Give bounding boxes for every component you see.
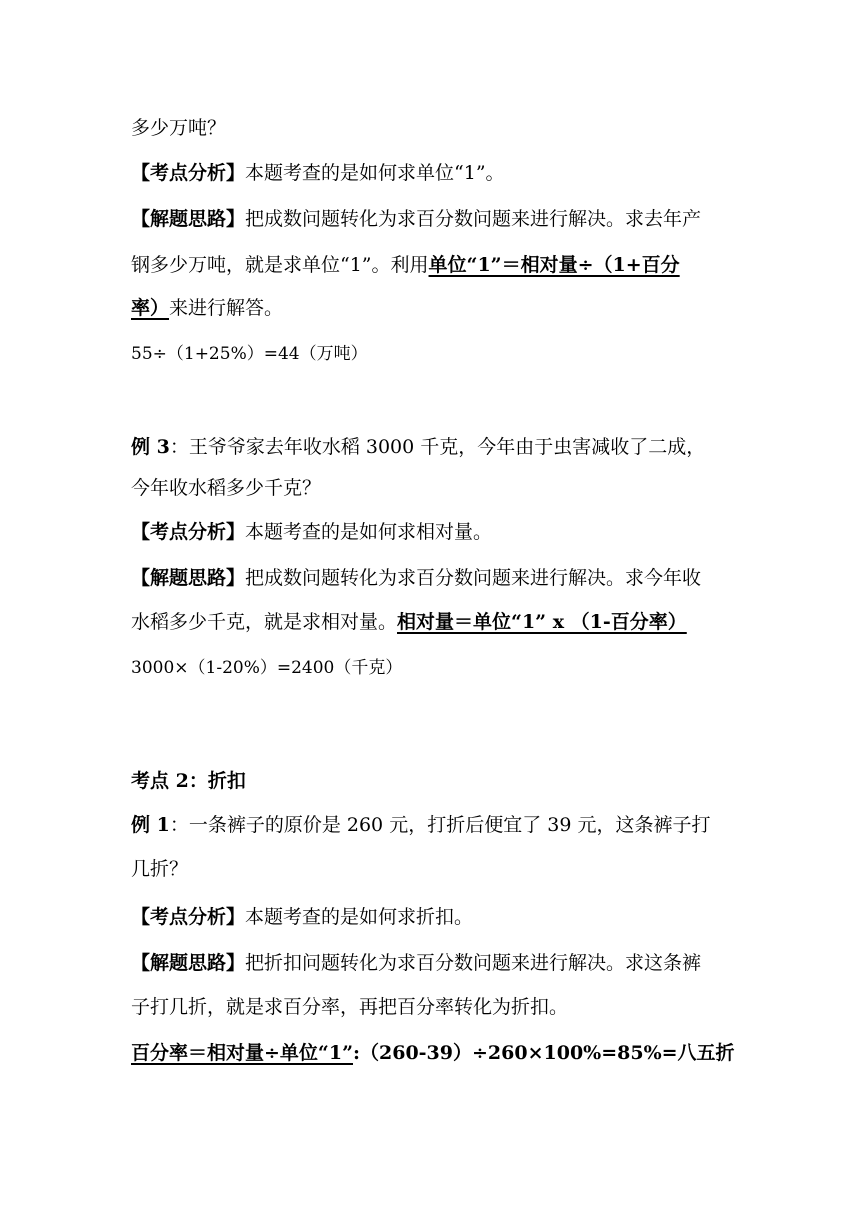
thinking-text: 子打几折，就是求百分率，再把百分率转化为折扣。 — [131, 996, 569, 1018]
paragraph-continuation — [131, 115, 226, 141]
thinking-paragraph-3-line-1 — [131, 950, 701, 976]
formula-text: 百分率＝相对量÷单位“1” — [131, 1042, 353, 1064]
formula-text: 单位“1”＝相对量÷（1+百分 — [428, 254, 680, 276]
analysis-paragraph-3 — [131, 904, 473, 930]
thinking-paragraph-3-line-2 — [131, 994, 568, 1020]
calculation-text: :（260-39）÷260×100%=85%=八五折 — [353, 1042, 735, 1064]
example-text: ：王爷爷家去年收水稻 3000 千克，今年由于虫害减收了二成， — [169, 436, 706, 458]
section-heading-text: 考点 2：折扣 — [131, 770, 246, 792]
example-label: 例 1 — [131, 814, 170, 836]
example-3-line-2 — [131, 475, 321, 501]
example-1-line-1 — [131, 812, 710, 838]
analysis-text: 本题考查的是如何求折扣。 — [245, 906, 474, 928]
thinking-text: 水稻多少千克，就是求相对量。 — [131, 611, 398, 633]
calculation-1 — [131, 341, 368, 367]
thinking-text: 把折扣问题转化为求百分数问题来进行解决。求这条裤 — [245, 952, 702, 974]
example-1-line-2 — [131, 856, 188, 882]
thinking-label: 【解题思路】 — [131, 567, 246, 589]
thinking-text: 把成数问题转化为求百分数问题来进行解决。求去年产 — [245, 208, 702, 230]
analysis-label: 【考点分析】 — [131, 906, 246, 928]
example-text: 今年收水稻多少千克？ — [131, 477, 322, 499]
thinking-text: 钢多少万吨，就是求单位“1”。利用 — [131, 254, 429, 276]
thinking-text: 把成数问题转化为求百分数问题来进行解决。求今年收 — [245, 567, 702, 589]
thinking-paragraph-1-line-3 — [131, 295, 283, 321]
formula-text: 相对量＝单位“1” x （1-百分率） — [397, 611, 687, 633]
calculation-text: 3000×（1-20%）=2400（千克） — [131, 658, 403, 678]
analysis-label: 【考点分析】 — [131, 521, 246, 543]
continuation-text: 多少万吨？ — [131, 117, 227, 139]
thinking-paragraph-2-line-2 — [131, 609, 687, 635]
section-heading — [131, 768, 246, 794]
analysis-paragraph-1 — [131, 160, 505, 186]
example-3-line-1 — [131, 434, 705, 460]
example-text: 几折？ — [131, 858, 189, 880]
analysis-label: 【考点分析】 — [131, 162, 246, 184]
thinking-paragraph-2-line-1 — [131, 565, 701, 591]
example-text: ：一条裤子的原价是 260 元，打折后便宜了 39 元，这条裤子打 — [169, 814, 711, 836]
thinking-label: 【解题思路】 — [131, 208, 246, 230]
example-label: 例 3 — [131, 436, 170, 458]
analysis-paragraph-2 — [131, 519, 492, 545]
thinking-paragraph-1-line-1 — [131, 206, 701, 232]
thinking-label: 【解题思路】 — [131, 952, 246, 974]
thinking-paragraph-1-line-2 — [131, 252, 680, 278]
calculation-2 — [131, 655, 402, 681]
analysis-text: 本题考查的是如何求相对量。 — [245, 521, 493, 543]
formula-text: 率） — [131, 297, 170, 319]
analysis-text: 本题考查的是如何求单位“1”。 — [245, 162, 505, 184]
formula-calculation-3 — [131, 1040, 735, 1066]
thinking-text: 来进行解答。 — [169, 297, 284, 319]
calculation-text: 55÷（1+25%）=44（万吨） — [131, 344, 368, 364]
